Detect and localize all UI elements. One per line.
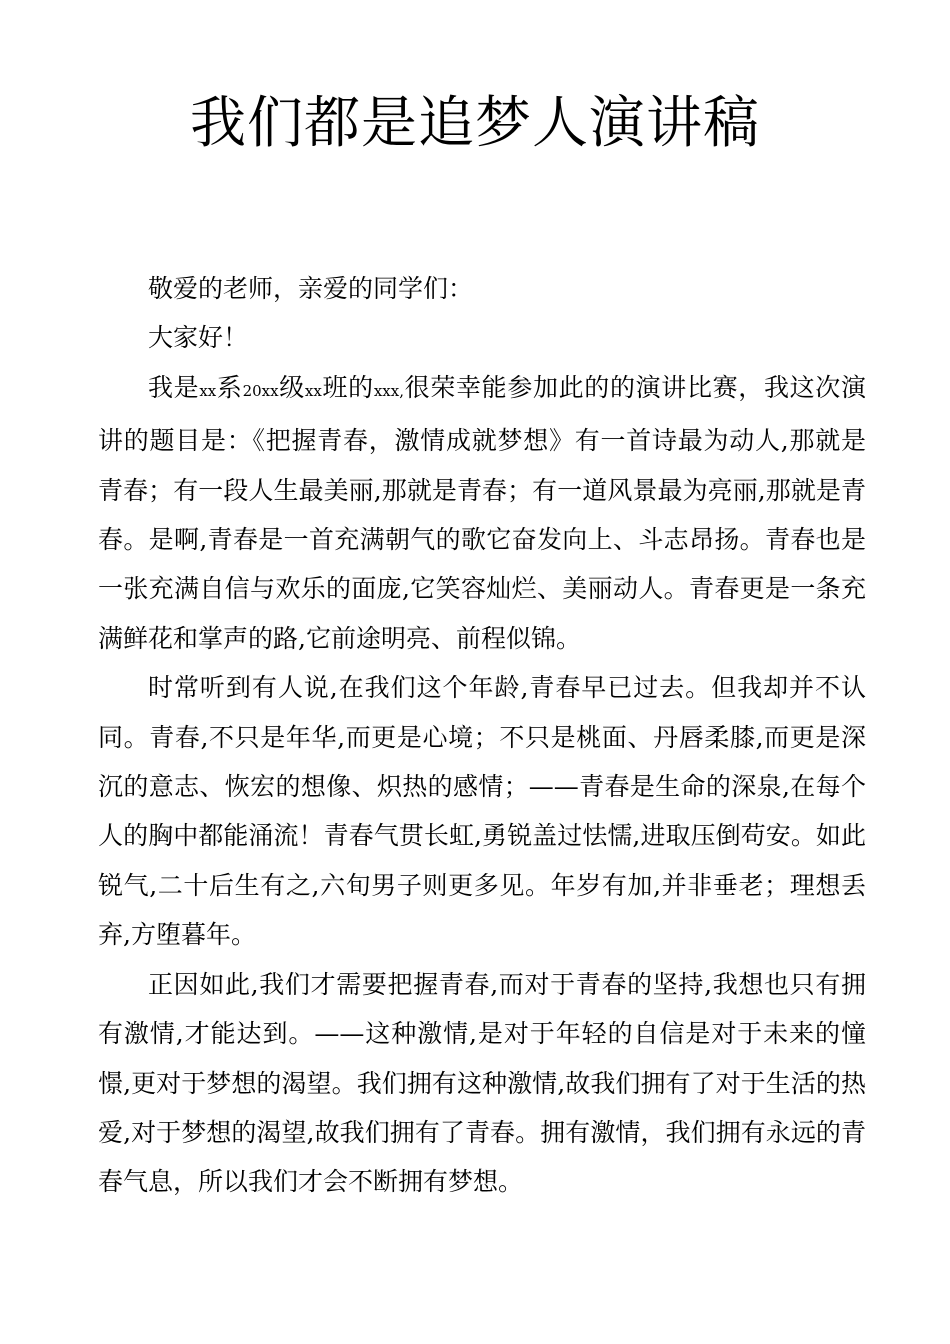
document-title: 我们都是追梦人演讲稿 — [190, 91, 760, 156]
paragraph-youth-mindset: 时常听到有人说,在我们这个年龄,青春早已过去。但我却并不认同。青春,不只是年华,而更是心境；不只是桃面、丹唇柔膝,而更是深沉的意志、恢宏的想像、炽热的感情；——青春是生命的深泉,在每个人的胸中都能涌流！青春气贯长虹,勇锐盖过怯懦,进取压倒苟安。如此锐气,二十后生有之,六旬男子则更多见。年岁有加,并非垂老；理想丢弃,方堕暮年。 — [98, 673, 866, 950]
intro-text-4: 班的 — [321, 372, 374, 402]
intro-paragraph — [98, 363, 866, 663]
salutation: 敬爱的老师，亲爱的同学们： — [148, 274, 474, 303]
greeting: 大家好！ — [148, 323, 249, 353]
placeholder-class: xx — [304, 381, 322, 400]
intro-text-1: 我是 — [148, 372, 200, 402]
placeholder-name: xxx, — [373, 381, 404, 400]
intro-text-3: 级 — [278, 372, 305, 402]
placeholder-department: xx — [199, 381, 217, 400]
document-body — [98, 264, 866, 1207]
intro-text-5: 很荣幸能参加此的的演讲比赛，我这次演讲的题目是：《把握青春，激情成就梦想》有一首诗最为动人,那就是青春；有一段人生最美丽,那就是青春；有一道风景最为亮丽,那就是青春。是啊,青春是一首充满朝气的歌它奋发向上、斗志昂扬。青春也是一张充满自信与欢乐的面庞,它笑容灿烂、美丽动人。青春更是一条充满鲜花和掌声的路,它前途明亮、前程似锦。 — [98, 372, 866, 653]
placeholder-year: 20xx — [242, 381, 279, 400]
intro-text-2: 系 — [216, 372, 243, 402]
paragraph-passion: 正因如此,我们才需要把握青春,而对于青春的坚持,我想也只有拥有激情,才能达到。——这种激情,是对于年轻的自信是对于未来的憧憬,更对于梦想的渴望。我们拥有这种激情,故我们拥有了对于生活的热爱,对于梦想的渴望,故我们拥有了青春。拥有激情，我们拥有永远的青春气息，所以我们才会不断拥有梦想。 — [98, 969, 866, 1197]
